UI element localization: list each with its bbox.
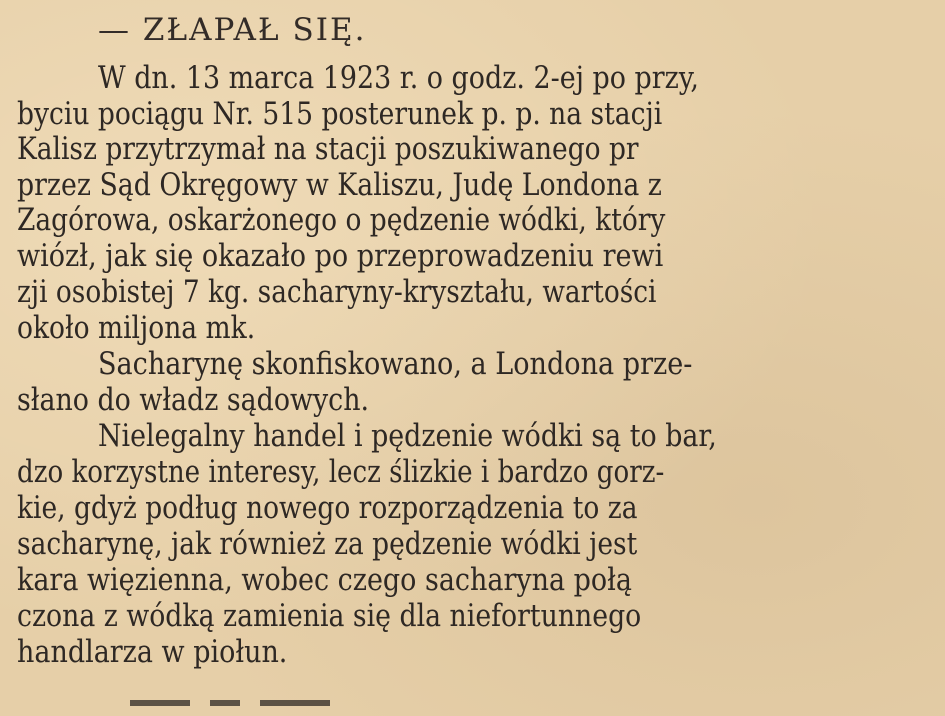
article-line: kie, gdyż podług nowego rozporządzenia to za bbox=[17, 490, 638, 526]
article-line: handlarza w piołun. bbox=[17, 634, 288, 670]
article-line: dzo korzystne interesy, lecz ślizkie i bardzo gorz- bbox=[17, 454, 665, 490]
article-line: sacharynę, jak również za pędzenie wódki jest bbox=[17, 526, 638, 562]
article-line: Zagórowa, oskarżonego o pędzenie wódki, który bbox=[17, 202, 666, 238]
article-line: słano do władz sądowych. bbox=[17, 382, 370, 418]
article-headline: — ZŁAPAŁ SIĘ. bbox=[98, 12, 367, 48]
article-line: około miljona mk. bbox=[17, 310, 256, 346]
article-line: czona z wódką zamienia się dla niefortunnego bbox=[17, 598, 642, 634]
article-line: W dn. 13 marca 1923 r. o godz. 2-ej po przy, bbox=[98, 60, 699, 96]
article-line: Nielegalny handel i pędzenie wódki są to bar, bbox=[98, 418, 717, 454]
article-line: kara więzienna, wobec czego sacharyna połą bbox=[17, 562, 632, 598]
next-headline-fragment bbox=[130, 700, 350, 716]
article-line: byciu pociągu Nr. 515 posterunek p. p. na stacji bbox=[17, 96, 663, 132]
article-line: wiózł, jak się okazało po przeprowadzeniu rewi bbox=[17, 238, 664, 274]
article-line: przez Sąd Okręgowy w Kaliszu, Judę Londona z bbox=[17, 167, 662, 203]
article-line: Kalisz przytrzymał na stacji poszukiwanego pr bbox=[17, 131, 639, 167]
article-line: Sacharynę skonfiskowano, a Londona prze- bbox=[98, 346, 693, 382]
article-line: zji osobistej 7 kg. sacharyny-kryształu, wartości bbox=[17, 274, 657, 310]
